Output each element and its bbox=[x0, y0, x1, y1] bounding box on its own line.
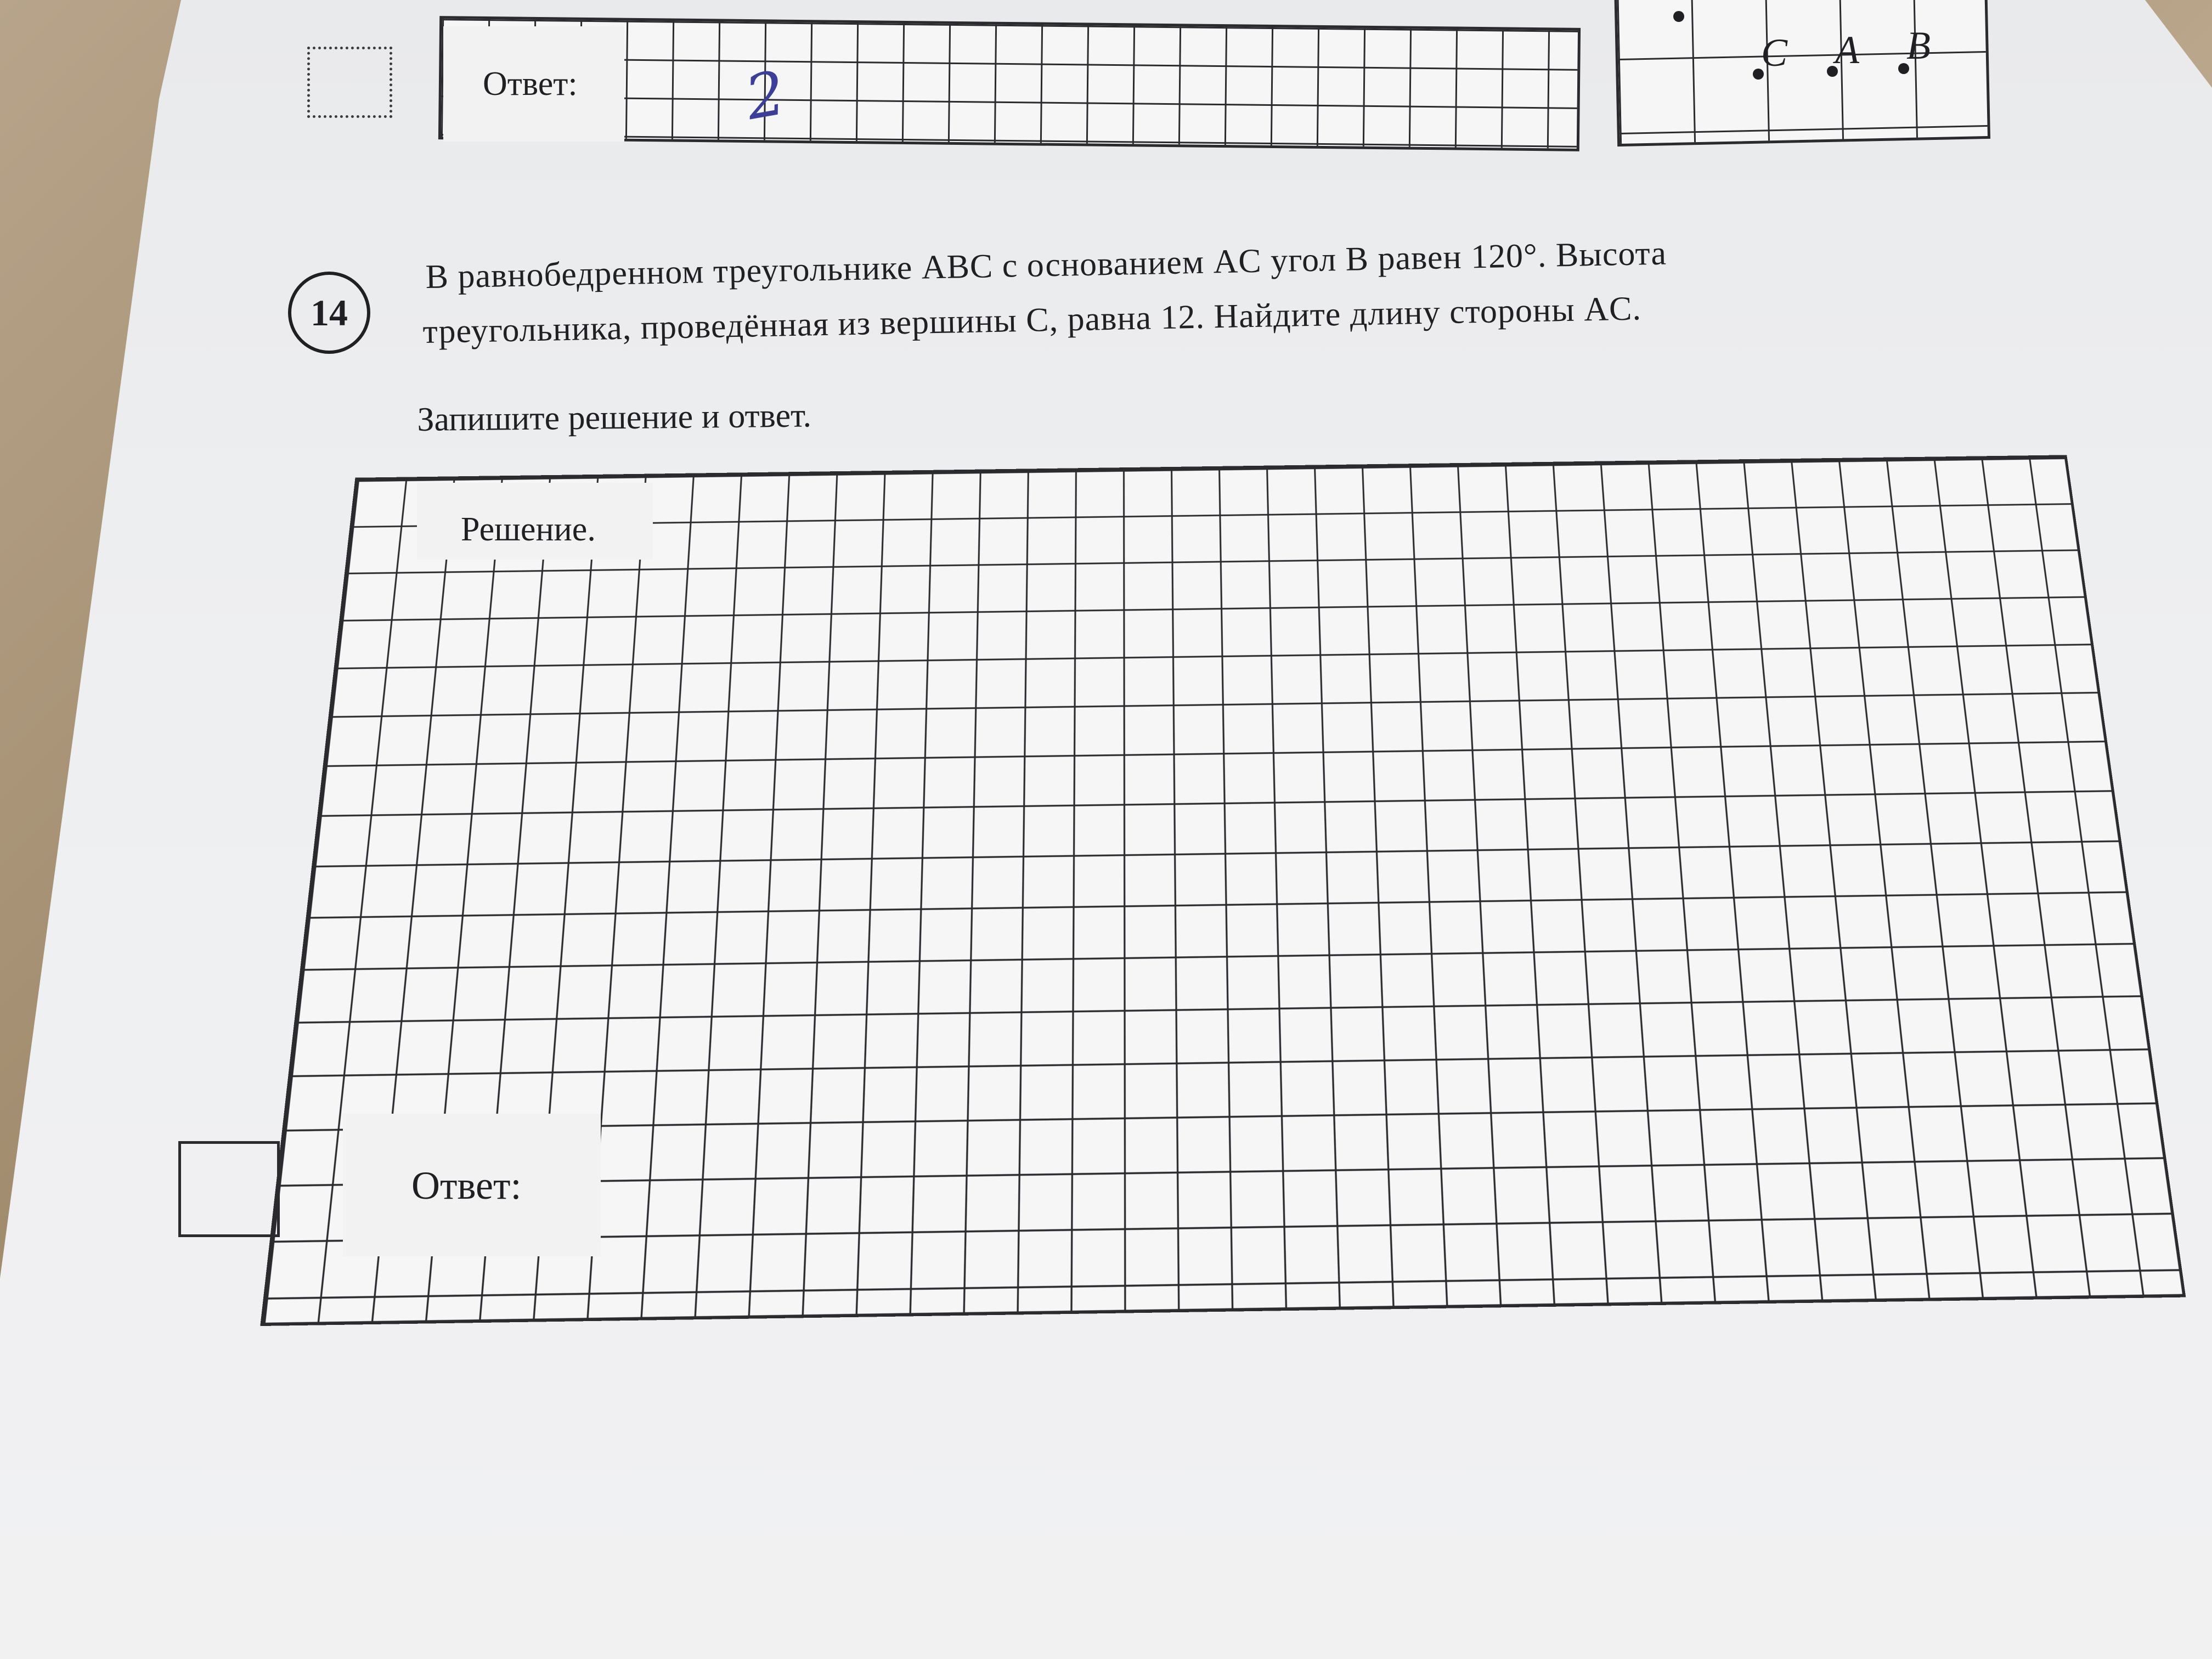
task-statement-line-2: треугольника, проведённая из вершины C, равна 12. Найдите длину стороны AC. bbox=[422, 290, 1642, 351]
point-b-label: B bbox=[1906, 24, 1931, 67]
task-instruction: Запишите решение и ответ. bbox=[417, 397, 812, 438]
task-statement-line-1: В равнобедренном треугольнике ABC с основанием AC угол B равен 120°. Высота bbox=[425, 234, 1667, 296]
previous-answer-label: Ответ: bbox=[483, 65, 578, 103]
point-a-label: A bbox=[1835, 28, 1859, 72]
task-number-badge: 14 bbox=[288, 272, 370, 354]
point-c-label: C bbox=[1761, 31, 1788, 75]
point-top-marker bbox=[1673, 11, 1684, 22]
answer-label: Ответ: bbox=[411, 1164, 522, 1207]
solution-label: Решение. bbox=[461, 511, 596, 548]
previous-handwritten-answer: 2 bbox=[740, 57, 791, 134]
previous-figure-grid bbox=[1614, 0, 1990, 146]
previous-score-box[interactable] bbox=[307, 47, 392, 118]
score-box[interactable] bbox=[178, 1141, 280, 1237]
